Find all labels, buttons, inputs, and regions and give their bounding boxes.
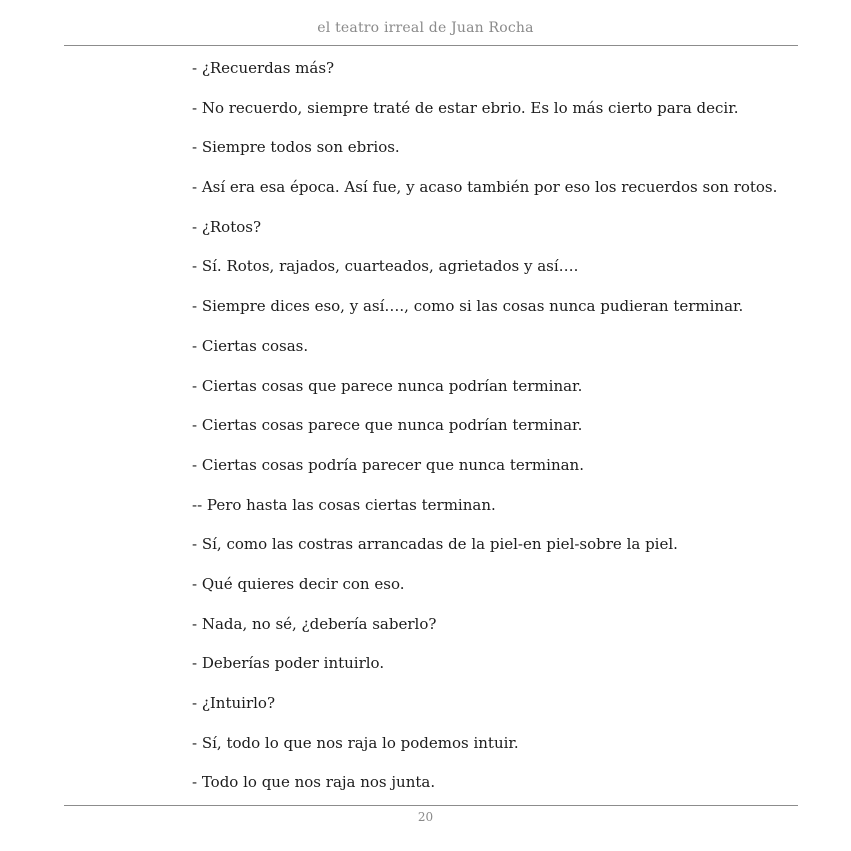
dialogue-line: - Sí. Rotos, rajados, cuarteados, agrietados y así…. xyxy=(192,257,579,276)
dialogue-line: - Ciertas cosas que parece nunca podrían terminar. xyxy=(192,376,583,395)
dialogue-line: - Siempre dices eso, y así…., como si las cosas nunca pudieran terminar. xyxy=(192,297,744,316)
dialogue-line: - Siempre todos son ebrios. xyxy=(192,138,400,157)
page-number: 20 xyxy=(417,810,434,824)
dialogue-line: - Qué quieres decir con eso. xyxy=(192,574,405,593)
dialogue-line: - ¿Intuirlo? xyxy=(192,694,275,712)
dialogue-line: - Todo lo que nos raja nos junta. xyxy=(192,773,436,792)
dialogue-line: - Ciertas cosas. xyxy=(192,336,309,355)
dialogue-line: - ¿Rotos? xyxy=(192,217,262,236)
header-divider xyxy=(64,45,798,46)
dialogue-line: - No recuerdo, siempre traté de estar ebrio. Es lo más cierto para decir. xyxy=(192,98,739,117)
dialogue-line: - ¿Recuerdas más? xyxy=(192,59,335,77)
dialogue-line: - Ciertas cosas podría parecer que nunca terminan. xyxy=(192,455,584,474)
dialogue-line: - Ciertas cosas parece que nunca podrían terminar. xyxy=(192,416,583,435)
dialogue-line: - Nada, no sé, ¿debería saberlo? xyxy=(192,614,437,633)
running-header: el teatro irreal de Juan Rocha xyxy=(317,20,534,36)
dialogue-line: - Deberías poder intuirlo. xyxy=(192,654,385,673)
dialogue-line: - Así era esa época. Así fue, y acaso también por eso los recuerdos son rotos. xyxy=(192,178,778,197)
footer-divider xyxy=(64,805,798,806)
dialogue-list xyxy=(192,57,792,811)
dialogue-line: -- Pero hasta las cosas ciertas terminan. xyxy=(192,495,496,514)
dialogue-line: - Sí, todo lo que nos raja lo podemos intuir. xyxy=(192,733,519,752)
dialogue-line: - Sí, como las costras arrancadas de la piel-en piel-sobre la piel. xyxy=(192,535,678,554)
